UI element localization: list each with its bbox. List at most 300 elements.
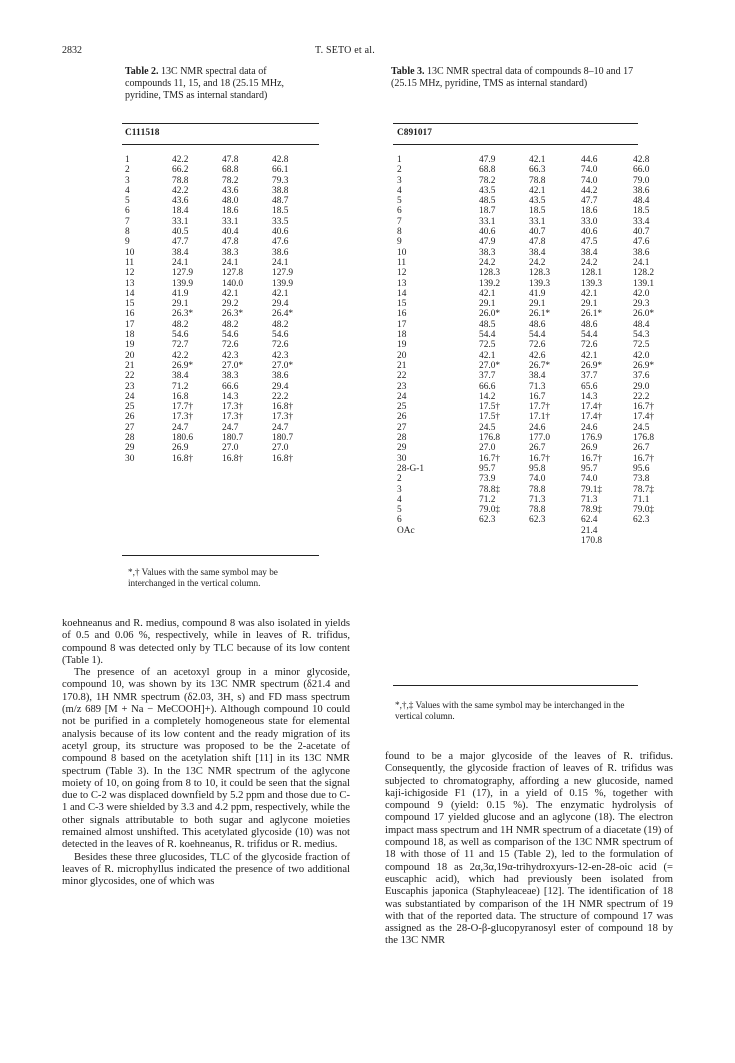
shift-value-cell: 42.1 xyxy=(479,350,496,361)
shift-value-cell: 128.3 xyxy=(529,268,551,279)
carbon-label-cell: 29 xyxy=(397,443,407,454)
shift-value-cell: 33.1 xyxy=(172,216,189,227)
carbon-label-cell: 17 xyxy=(397,319,407,330)
shift-value-cell: 47.6 xyxy=(633,237,650,248)
shift-value-cell: 48.4 xyxy=(633,319,650,330)
shift-value-cell: 17.7† xyxy=(529,402,551,413)
shift-value-cell: 48.2 xyxy=(172,319,189,330)
shift-value-cell: 24.1 xyxy=(172,257,189,268)
table-row xyxy=(397,361,667,371)
table-row xyxy=(397,176,667,186)
table-row xyxy=(397,382,667,392)
shift-value-cell: 42.6 xyxy=(529,350,546,361)
shift-value-cell: 16.7† xyxy=(633,402,655,413)
carbon-label-cell: 17 xyxy=(125,319,135,330)
shift-value-cell: 47.8 xyxy=(222,237,239,248)
table-row xyxy=(125,258,312,268)
carbon-label-cell: 7 xyxy=(125,216,130,227)
carbon-label-cell: 15 xyxy=(397,299,407,310)
shift-value-cell: 24.1 xyxy=(633,257,650,268)
carbon-label-cell: 27 xyxy=(125,422,135,433)
carbon-label-cell: 2 xyxy=(397,474,402,485)
shift-value-cell: 47.8 xyxy=(529,237,546,248)
table-row xyxy=(397,258,667,268)
shift-value-cell: 72.5 xyxy=(479,340,496,351)
table-row xyxy=(125,227,312,237)
shift-value-cell: 40.5 xyxy=(172,227,189,238)
shift-value-cell xyxy=(633,536,667,546)
table-row xyxy=(125,155,312,165)
carbon-label-cell xyxy=(397,536,479,546)
table2-header-cell: C xyxy=(125,128,132,138)
shift-value-cell: 29.3 xyxy=(633,299,650,310)
shift-value-cell: 21.4 xyxy=(581,525,598,536)
table3-header-cell: 10 xyxy=(413,128,423,138)
shift-value-cell: 42.1 xyxy=(581,288,598,299)
table-row xyxy=(397,217,667,227)
carbon-label-cell: 4 xyxy=(125,185,130,196)
table3-header-cell: 9 xyxy=(408,128,414,138)
shift-value-cell: 27.0* xyxy=(272,360,294,371)
table-row xyxy=(125,237,312,247)
shift-value-cell: 72.6 xyxy=(272,340,289,351)
table3-header-rule xyxy=(393,144,638,145)
shift-value-cell: 78.8 xyxy=(529,484,546,495)
shift-value-cell: 66.0 xyxy=(633,165,650,176)
carbon-label-cell: 10 xyxy=(397,247,407,258)
shift-value-cell: 29.1 xyxy=(479,299,496,310)
carbon-label-cell: 24 xyxy=(397,391,407,402)
shift-value-cell: 73.9 xyxy=(479,474,496,485)
table-row xyxy=(397,206,667,216)
shift-value-cell: 40.7 xyxy=(529,227,546,238)
shift-value-cell: 54.4 xyxy=(529,330,546,341)
carbon-label-cell: 9 xyxy=(125,237,130,248)
table-row xyxy=(125,371,312,381)
shift-value-cell: 29.0 xyxy=(633,381,650,392)
shift-value-cell: 16.8† xyxy=(272,402,294,413)
shift-value-cell: 127.9 xyxy=(272,268,294,279)
table3-caption-label: Table 3. xyxy=(391,66,425,77)
shift-value-cell: 33.1 xyxy=(529,216,546,227)
shift-value-cell: 95.7 xyxy=(581,463,598,474)
carbon-label-cell: 19 xyxy=(397,340,407,351)
shift-value-cell: 78.8‡ xyxy=(479,484,501,495)
shift-value-cell: 43.6 xyxy=(222,185,239,196)
shift-value-cell: 40.7 xyxy=(633,227,650,238)
shift-value-cell: 79.0 xyxy=(633,175,650,186)
table-row xyxy=(397,402,667,412)
paragraph: The presence of an acetoxyl group in a minor glycoside, compound 10, was shown by its 13C NMR spectrum (δ21.4 and 170.8), 1H NMR spectrum (δ2.03, 3H, s) and FD mass spectrum (m/z 689 [M + Na − MeCOOH]+). Although compound 10 could not be purified in a completely homogeneous state for elemental analysis because of its low content and the ready migration of its acetyl group, its structure was proposed to be the 2-acetate of compound 8 based on the acetylation shift [11] in its 13C NMR spectrum (Table 3). In the 13C NMR spectrum of the aglycone moiety of 10, on going from 8 to 10, it could be seen that the signal due to C-2 was displaced downfield by 5.2 ppm and those due to C-1 and C-3 were shielded by 3.3 and 4.2 ppm, respectively, while the other signals attributable to both sugar and aglycone moieties remained almost unshifted. This acetylated glycoside (10) was not detected in the leaves of R. koehneanus, R. trifidus or R. medius. xyxy=(62,667,350,851)
table2-caption-text: 13C NMR spectral data of compounds 11, 15, and 18 (25.15 MHz, pyridine, TMS as internal standard) xyxy=(125,66,285,102)
shift-value-cell: 95.7 xyxy=(479,463,496,474)
shift-value-cell: 176.8 xyxy=(479,433,501,444)
table-row xyxy=(397,515,667,525)
shift-value-cell xyxy=(529,536,581,546)
shift-value-cell: 78.8 xyxy=(529,505,546,516)
carbon-label-cell: 2 xyxy=(125,165,130,176)
table-row xyxy=(397,340,667,350)
shift-value-cell: 95.6 xyxy=(633,463,650,474)
shift-value-cell: 24.1 xyxy=(272,257,289,268)
table3-top-rule xyxy=(393,123,638,124)
shift-value-cell: 24.2 xyxy=(581,257,598,268)
table-row xyxy=(125,412,312,422)
shift-value-cell: 140.0 xyxy=(222,278,244,289)
shift-value-cell: 29.4 xyxy=(272,381,289,392)
shift-value-cell: 78.2 xyxy=(479,175,496,186)
shift-value-cell: 38.4 xyxy=(581,247,598,258)
shift-value-cell: 54.4 xyxy=(581,330,598,341)
shift-value-cell: 176.9 xyxy=(581,433,603,444)
shift-value-cell xyxy=(529,526,581,536)
table-row xyxy=(397,423,667,433)
shift-value-cell: 180.7 xyxy=(222,433,244,444)
shift-value-cell: 139.9 xyxy=(272,278,294,289)
shift-value-cell: 176.8 xyxy=(633,433,655,444)
shift-value-cell: 16.7† xyxy=(479,453,501,464)
shift-value-cell: 26.9* xyxy=(633,360,655,371)
shift-value-cell: 62.3 xyxy=(529,515,546,526)
table2-caption-label: Table 2. xyxy=(125,66,159,77)
shift-value-cell: 72.6 xyxy=(222,340,239,351)
shift-value-cell: 42.1 xyxy=(222,288,239,299)
page-number: 2832 xyxy=(62,45,82,56)
carbon-label-cell: 26 xyxy=(125,412,135,423)
shift-value-cell: 71.3 xyxy=(529,381,546,392)
carbon-label-cell: 30 xyxy=(125,453,135,464)
table3-footnote: *,†,‡ Values with the same symbol may be interchanged in the vertical column. xyxy=(395,700,625,721)
table-row xyxy=(397,464,667,474)
table3-caption xyxy=(391,66,635,90)
shift-value-cell: 38.4 xyxy=(529,371,546,382)
shift-value-cell: 62.3 xyxy=(479,515,496,526)
carbon-label-cell: 29 xyxy=(125,443,135,454)
table3-header-cell: 17 xyxy=(422,128,432,138)
shift-value-cell: 139.3 xyxy=(529,278,551,289)
shift-value-cell: 42.2 xyxy=(172,155,189,165)
shift-value-cell: 71.2 xyxy=(172,381,189,392)
shift-value-cell: 73.8 xyxy=(633,474,650,485)
table-row xyxy=(125,176,312,186)
shift-value-cell: 72.5 xyxy=(633,340,650,351)
shift-value-cell: 26.7 xyxy=(633,443,650,454)
carbon-label-cell: 11 xyxy=(397,257,407,268)
carbon-label-cell: 10 xyxy=(125,247,135,258)
shift-value-cell: 17.5† xyxy=(479,402,501,413)
shift-value-cell: 22.2 xyxy=(272,391,289,402)
shift-value-cell: 62.3 xyxy=(633,515,650,526)
table2-header-cell: 11 xyxy=(131,128,141,138)
shift-value-cell: 17.5† xyxy=(479,412,501,423)
shift-value-cell: 18.4 xyxy=(172,206,189,217)
shift-value-cell: 42.0 xyxy=(633,350,650,361)
carbon-label-cell: 7 xyxy=(397,216,402,227)
table-row xyxy=(397,505,667,515)
table-row xyxy=(397,309,667,319)
shift-value-cell: 24.7 xyxy=(222,422,239,433)
table-row xyxy=(397,320,667,330)
shift-value-cell: 26.1* xyxy=(581,309,603,320)
shift-value-cell: 42.2 xyxy=(172,185,189,196)
carbon-label-cell: 21 xyxy=(125,360,135,371)
carbon-label-cell: 1 xyxy=(125,155,130,165)
table2-header-rule xyxy=(122,144,319,145)
table-row xyxy=(125,433,312,443)
shift-value-cell: 38.6 xyxy=(272,371,289,382)
shift-value-cell: 48.6 xyxy=(529,319,546,330)
carbon-label-cell: 28-G-1 xyxy=(397,463,425,474)
table2-caption xyxy=(125,66,315,103)
shift-value-cell: 38.3 xyxy=(222,247,239,258)
carbon-label-cell: 12 xyxy=(125,268,135,279)
shift-value-cell: 72.7 xyxy=(172,340,189,351)
carbon-label-cell: 22 xyxy=(125,371,135,382)
shift-value-cell: 54.6 xyxy=(172,330,189,341)
table-row xyxy=(397,227,667,237)
shift-value-cell: 66.6 xyxy=(479,381,496,392)
shift-value-cell: 128.3 xyxy=(479,268,501,279)
shift-value-cell: 43.5 xyxy=(479,185,496,196)
carbon-label-cell: 23 xyxy=(397,381,407,392)
table-row xyxy=(397,485,667,495)
table-row xyxy=(397,186,667,196)
shift-value-cell: 24.6 xyxy=(529,422,546,433)
shift-value-cell: 16.8† xyxy=(222,453,244,464)
shift-value-cell: 33.1 xyxy=(222,216,239,227)
carbon-label-cell: 16 xyxy=(397,309,407,320)
table3-header-cell: 8 xyxy=(403,128,409,138)
left-text-column xyxy=(62,618,350,889)
shift-value-cell: 48.7 xyxy=(272,196,289,207)
shift-value-cell: 128.2 xyxy=(633,268,655,279)
table-row xyxy=(397,495,667,505)
carbon-label-cell: 6 xyxy=(125,206,130,217)
shift-value-cell: 26.9 xyxy=(172,443,189,454)
carbon-label-cell: 23 xyxy=(125,381,135,392)
table-row xyxy=(125,392,312,402)
shift-value-cell: 16.7† xyxy=(633,453,655,464)
table-row xyxy=(397,155,667,165)
shift-value-cell: 17.3† xyxy=(272,412,294,423)
table2-header-cell: 18 xyxy=(150,128,160,138)
table-row xyxy=(397,454,667,464)
shift-value-cell: 18.7 xyxy=(479,206,496,217)
shift-value-cell: 38.8 xyxy=(272,185,289,196)
shift-value-cell: 26.0* xyxy=(633,309,655,320)
shift-value-cell: 27.0 xyxy=(272,443,289,454)
shift-value-cell: 47.6 xyxy=(272,237,289,248)
shift-value-cell: 17.3† xyxy=(172,412,194,423)
shift-value-cell: 47.9 xyxy=(479,155,496,165)
shift-value-cell: 68.8 xyxy=(479,165,496,176)
shift-value-cell: 26.7 xyxy=(529,443,546,454)
shift-value-cell: 37.6 xyxy=(633,371,650,382)
table-row xyxy=(125,330,312,340)
shift-value-cell: 180.7 xyxy=(272,433,294,444)
shift-value-cell: 40.4 xyxy=(222,227,239,238)
shift-value-cell: 78.7‡ xyxy=(633,484,655,495)
carbon-label-cell: 5 xyxy=(125,196,130,207)
shift-value-cell: 33.0 xyxy=(581,216,598,227)
shift-value-cell: 62.4 xyxy=(581,515,598,526)
shift-value-cell: 24.5 xyxy=(479,422,496,433)
shift-value-cell: 26.1* xyxy=(529,309,551,320)
shift-value-cell: 17.3† xyxy=(222,402,244,413)
shift-value-cell: 71.1 xyxy=(633,494,650,505)
carbon-label-cell: 3 xyxy=(397,484,402,495)
carbon-label-cell: 24 xyxy=(125,391,135,402)
carbon-label-cell: 3 xyxy=(125,175,130,186)
shift-value-cell: 17.7† xyxy=(172,402,194,413)
carbon-label-cell: 9 xyxy=(397,237,402,248)
shift-value-cell: 18.5 xyxy=(529,206,546,217)
shift-value-cell: 139.9 xyxy=(172,278,194,289)
right-text-column xyxy=(385,751,673,948)
shift-value-cell: 41.9 xyxy=(529,288,546,299)
shift-value-cell: 26.9* xyxy=(581,360,603,371)
shift-value-cell: 24.6 xyxy=(581,422,598,433)
shift-value-cell: 17.1† xyxy=(529,412,551,423)
shift-value-cell: 26.0* xyxy=(479,309,501,320)
carbon-label-cell: 19 xyxy=(125,340,135,351)
table-row xyxy=(397,412,667,422)
shift-value-cell: 22.2 xyxy=(633,391,650,402)
shift-value-cell: 17.3† xyxy=(222,412,244,423)
shift-value-cell: 27.0 xyxy=(222,443,239,454)
carbon-label-cell: 21 xyxy=(397,360,407,371)
shift-value-cell: 14.3 xyxy=(581,391,598,402)
table3-body xyxy=(397,155,667,546)
shift-value-cell: 47.8 xyxy=(222,155,239,165)
shift-value-cell: 38.4 xyxy=(172,247,189,258)
carbon-label-cell: 6 xyxy=(397,515,402,526)
table-row xyxy=(397,248,667,258)
shift-value-cell: 48.0 xyxy=(222,196,239,207)
shift-value-cell: 42.0 xyxy=(633,288,650,299)
table-row xyxy=(125,196,312,206)
carbon-label-cell: 27 xyxy=(397,422,407,433)
running-head: T. SETO et al. xyxy=(315,45,375,56)
carbon-label-cell: 14 xyxy=(397,288,407,299)
shift-value-cell: 127.9 xyxy=(172,268,194,279)
carbon-label-cell: 2 xyxy=(397,165,402,176)
shift-value-cell: 139.1 xyxy=(633,278,655,289)
table-row xyxy=(397,279,667,289)
shift-value-cell: 48.2 xyxy=(272,319,289,330)
table-row xyxy=(397,474,667,484)
table-row xyxy=(125,165,312,175)
table-row xyxy=(125,443,312,453)
shift-value-cell: 42.1 xyxy=(529,155,546,165)
shift-value-cell: 42.1 xyxy=(581,350,598,361)
shift-value-cell: 43.6 xyxy=(172,196,189,207)
shift-value-cell: 41.9 xyxy=(172,288,189,299)
shift-value-cell: 66.2 xyxy=(172,165,189,176)
shift-value-cell: 24.2 xyxy=(529,257,546,268)
shift-value-cell: 26.3* xyxy=(172,309,194,320)
carbon-label-cell: 20 xyxy=(125,350,135,361)
table2-top-rule xyxy=(122,123,319,124)
carbon-label-cell: 5 xyxy=(397,505,402,516)
table-row xyxy=(125,423,312,433)
table-row xyxy=(125,268,312,278)
table-row xyxy=(397,289,667,299)
table-row xyxy=(125,299,312,309)
shift-value-cell: 16.7† xyxy=(581,453,603,464)
shift-value-cell: 74.0 xyxy=(581,175,598,186)
shift-value-cell: 38.6 xyxy=(633,185,650,196)
table-row xyxy=(125,279,312,289)
shift-value-cell: 48.6 xyxy=(581,319,598,330)
carbon-label-cell: 30 xyxy=(397,453,407,464)
shift-value-cell: 40.6 xyxy=(272,227,289,238)
shift-value-cell: 27.0 xyxy=(479,443,496,454)
shift-value-cell: 95.8 xyxy=(529,463,546,474)
shift-value-cell: 24.1 xyxy=(222,257,239,268)
shift-value-cell: 42.3 xyxy=(272,350,289,361)
carbon-label-cell: 4 xyxy=(397,185,402,196)
shift-value-cell: 14.2 xyxy=(479,391,496,402)
shift-value-cell: 42.3 xyxy=(222,350,239,361)
table-row xyxy=(397,165,667,175)
table-row xyxy=(397,196,667,206)
shift-value-cell: 18.5 xyxy=(272,206,289,217)
shift-value-cell: 48.5 xyxy=(479,196,496,207)
shift-value-cell: 38.6 xyxy=(272,247,289,258)
carbon-label-cell: 26 xyxy=(397,412,407,423)
carbon-label-cell: 18 xyxy=(397,330,407,341)
shift-value-cell: 44.6 xyxy=(581,155,598,165)
shift-value-cell: 26.7* xyxy=(529,360,551,371)
shift-value-cell: 24.7 xyxy=(172,422,189,433)
table2-header xyxy=(125,128,159,138)
table-row xyxy=(125,289,312,299)
shift-value-cell: 65.6 xyxy=(581,381,598,392)
table-row xyxy=(125,351,312,361)
table2-bottom-rule xyxy=(122,555,319,556)
shift-value-cell: 24.5 xyxy=(633,422,650,433)
shift-value-cell: 180.6 xyxy=(172,433,194,444)
table2-footnote: *,† Values with the same symbol may be interchanged in the vertical column. xyxy=(128,567,278,588)
shift-value-cell: 72.6 xyxy=(581,340,598,351)
shift-value-cell: 26.9* xyxy=(172,360,194,371)
carbon-label-cell: 8 xyxy=(397,227,402,238)
table-row xyxy=(397,371,667,381)
shift-value-cell: 42.1 xyxy=(529,185,546,196)
table-row xyxy=(397,330,667,340)
shift-value-cell: 127.8 xyxy=(222,268,244,279)
table-row xyxy=(125,217,312,227)
shift-value-cell: 43.5 xyxy=(529,196,546,207)
table3-header xyxy=(397,128,432,138)
shift-value-cell: 139.3 xyxy=(581,278,603,289)
shift-value-cell: 37.7 xyxy=(581,371,598,382)
shift-value-cell: 54.4 xyxy=(479,330,496,341)
carbon-label-cell: 3 xyxy=(397,175,402,186)
shift-value-cell: 48.5 xyxy=(479,319,496,330)
shift-value-cell: 24.7 xyxy=(272,422,289,433)
carbon-label-cell: 28 xyxy=(397,433,407,444)
carbon-label-cell: 12 xyxy=(397,268,407,279)
shift-value-cell: 74.0 xyxy=(529,474,546,485)
table3-header-cell: C xyxy=(397,128,404,138)
carbon-label-cell: 25 xyxy=(397,402,407,413)
carbon-label-cell: 8 xyxy=(125,227,130,238)
shift-value-cell: 71.3 xyxy=(581,494,598,505)
shift-value-cell: 54.6 xyxy=(272,330,289,341)
table-row xyxy=(397,526,667,536)
